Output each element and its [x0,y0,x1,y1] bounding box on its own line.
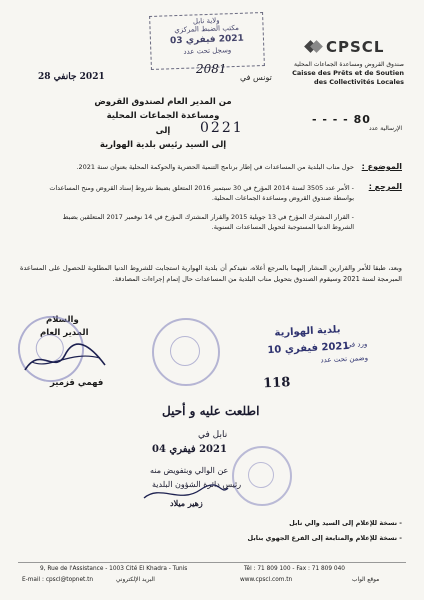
governor-line-1: عن الوالي وبتفويض منه [150,466,229,475]
muni-stamp-line-3: وضمن تحت عدد [320,353,369,365]
signature-director [20,340,110,380]
annotation-line-2: نابل في [198,430,228,440]
to-name: إلى السيد رئيس بلدية الهوارية [99,140,227,150]
governor-line-3: زهير ميلاد [170,498,203,508]
stamp-line-3: وسجل تحت عدد [183,46,232,56]
official-seal-3 [232,446,292,506]
muni-stamp-line-2: ورد في [345,339,368,350]
governor-line-2: رئيس دائرة الشؤون البلدية [152,480,242,489]
to-label: إلى [155,126,171,136]
copy-1: - نسخة للإعلام إلى السيد والي نابل [289,519,402,527]
org-name-ar: صندوق القروض ومساعدة الجماعات المحلية [294,61,404,68]
footer-email-ar: البريد الإلكتروني [116,577,155,583]
from-line-2: ومساعدة الجماعات المحلية [106,111,220,121]
annotation-date: 2021 فيفري 04 [152,444,227,455]
municipality-stamp [248,323,369,397]
date-city: تونس في [240,73,272,82]
copy-2: - نسخة للإعلام والمتابعة إلى الفرع الجهوي بنابل [247,534,402,542]
subject-label: الموضوع : [361,162,402,171]
reference-label: الإرسالية عدد [368,125,402,132]
stamp-line-2: مكتب الضبط المركزي [174,23,240,35]
footer-email: E-mail : cpscl@topnet.tn [22,577,94,583]
footer-address: 9, Rue de l'Assistance - 1003 Cité El Khadra - Tunis [40,566,188,572]
handwritten-number-top: 2081 [196,62,227,76]
seal-inner-icon-2 [170,336,200,366]
subject-text: حول مناب البلدية من المساعدات في إطار برنامج التنمية الحضرية والحوكمة المحلية بعنوان سنة 2021. [76,163,354,171]
org-name-fr-2: des Collectivités Locales [314,78,404,86]
signer-name: فهمي قزمير [50,378,104,388]
muni-stamp-date: 2021 فيفري 10 [267,340,350,357]
body-paragraph: وبعد، طبقا للأمر والقرارين المشار إليهما بالمرجع أعلاه، نفيدكم أن بلدية الهوارية استجابت للشروط الدنيا المطلوبة للحصول على المساعدة المبرمجة لسنة 2021 وسيقوم الصندوق بتحويل مناب البلدية من المساعدات حال إتمام إجراءات المصادقة. [20,264,402,283]
muni-stamp-number: 118 [262,375,291,392]
from-line-1: من المدير العام لصندوق القروض [94,97,232,107]
org-name-fr-1: Caisse des Prêts et de Soutien [292,69,404,77]
official-seal-2 [152,318,220,386]
references-label: المرجع : [368,182,402,191]
document-date: 2021 جانفي 28 [38,72,105,82]
reference-number: - - - - 80 [312,113,371,126]
annotation-line-1: اطلعت عليه و أحيل [162,404,260,418]
cpscl-logo-icon [304,36,326,58]
stamp-line-1: ولاية نابل [192,16,220,26]
reference-1: - الأمر عدد 3505 لسنة 2014 المؤرخ في 30 سبتمبر 2016 المتعلق بضبط شروط إسناد القروض ومنح المساعدات بواسطة صندوق القروض ومساعدة الجماعات المحلية. [49,184,354,202]
closing: والسلام [46,315,79,325]
stamp-date: 2021 فيفري 03 [169,33,244,47]
seal-inner-icon-3 [248,462,274,488]
footer-web: www.cpscl.com.tn [240,577,293,583]
logo-text: CPSCL [326,38,385,56]
footer-web-ar: موقع الواب [352,577,380,583]
handwritten-number: 0221 [200,120,244,136]
footer-divider [18,562,406,563]
footer-tel: Tél : 71 809 100 - Fax : 71 809 040 [244,566,345,572]
reference-2: - القرار المشترك المؤرخ في 13 جويلية 2015 والقرار المشترك المؤرخ في 14 نوفمبر 2017 المتعلقين بضبط الشروط الدنيا المستوجبة لتحويل المساعدات السنوية. [62,213,354,231]
signer-title: المدير العام [40,328,89,338]
muni-stamp-line-1: بلدية الهوارية [274,324,341,339]
